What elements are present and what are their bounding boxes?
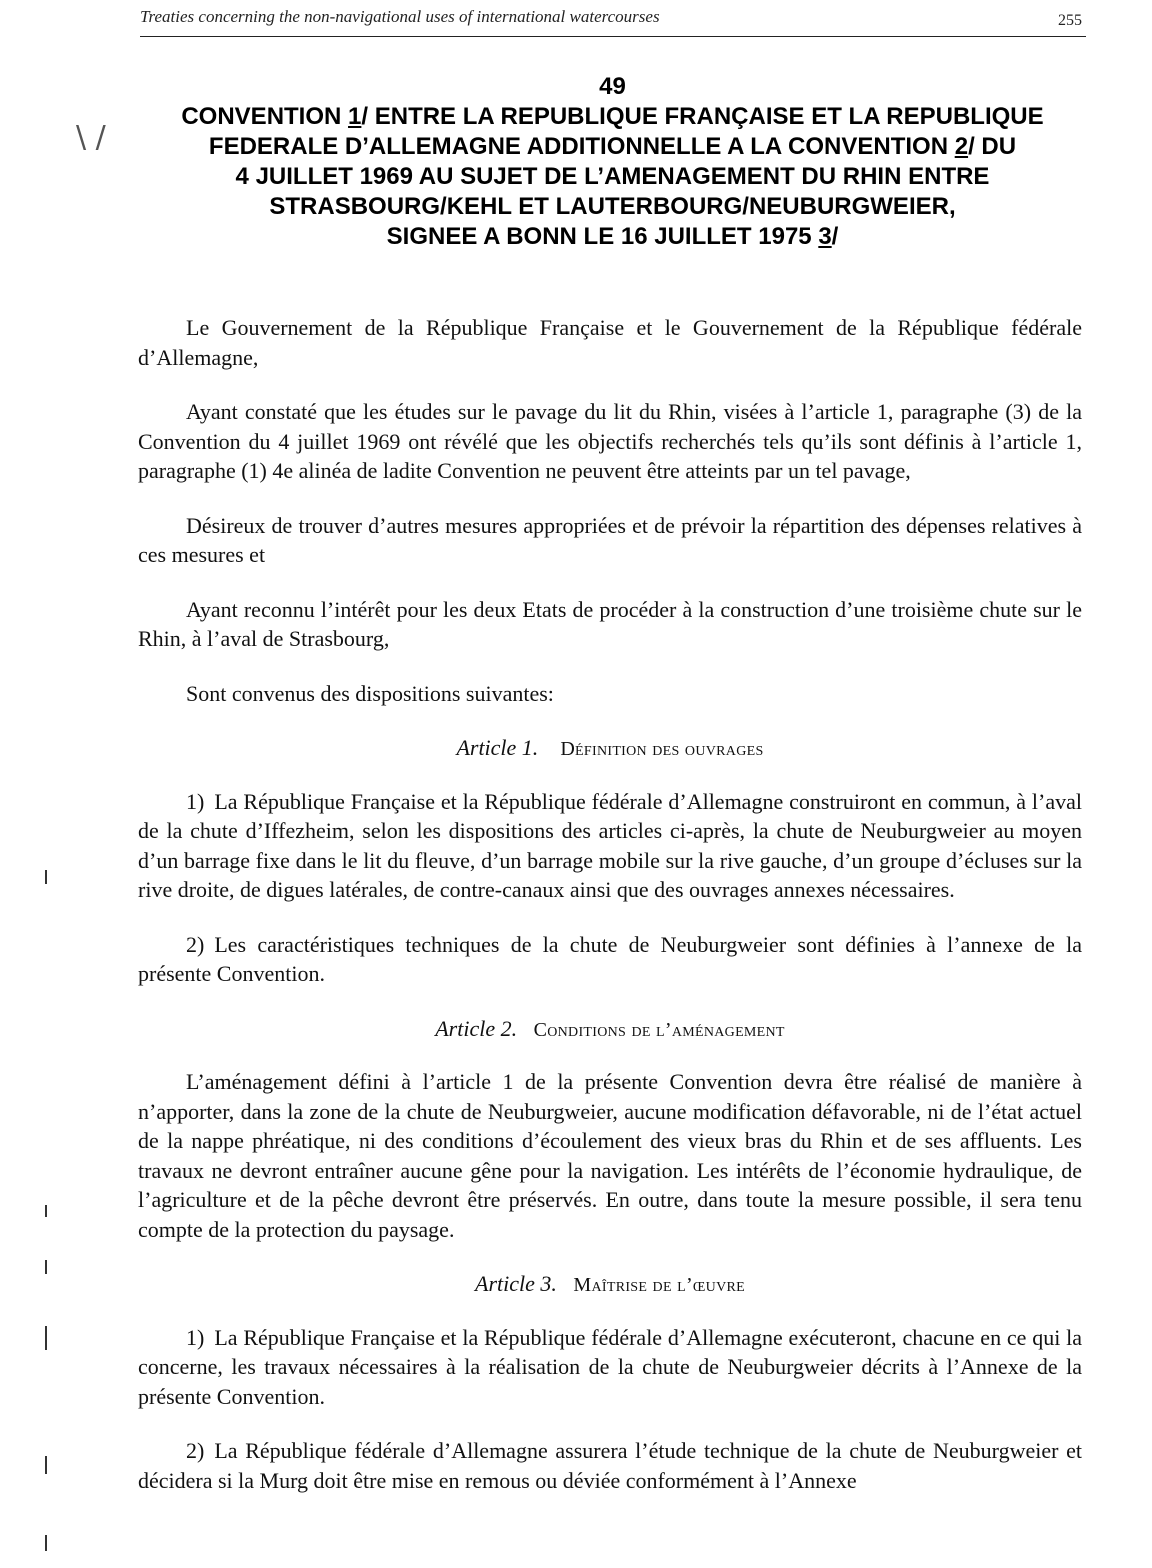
scan-speck <box>45 1456 47 1474</box>
document-number: 49 <box>599 73 626 100</box>
running-title: Treaties concerning the non-navigational uses of international watercourses <box>140 7 660 26</box>
preamble-paragraph: Sont convenus des dispositions suivantes: <box>186 680 554 706</box>
scan-speck <box>45 870 47 884</box>
preamble-paragraph: Désireux de trouver d’autres mesures appropriées et de prévoir la répartition des dépenses relatives à ces mesures et <box>138 512 1082 567</box>
preamble-paragraph: Ayant reconnu l’intérêt pour les deux Etats de procéder à la construction d’une troisième chute sur le Rhin, à l’aval de Strasbourg, <box>138 596 1082 651</box>
article-1-paragraph-1: 1) La République Française et la République fédérale d’Allemagne construiront en commun, à l’aval de la chute d’Iffezheim, selon les dispositions des articles ci-après, la chute de Neuburgweier au moyen d’un barrage fixe dans le lit du fleuve, d’un barrage mobile sur la rive gauche, d’un groupe d’écluses sur la rive droite, de digues latérales, de contre-canaux ainsi que des ouvrages annexes nécessaires. <box>138 788 1082 902</box>
footnote-ref-2[interactable]: 2 <box>954 133 969 160</box>
heading-line-5: SIGNEE A BONN LE 16 JUILLET 1975 3/ <box>386 223 839 250</box>
heading-line-1: CONVENTION 1/ ENTRE LA REPUBLIQUE FRANÇAISE ET LA REPUBLIQUE <box>181 103 1044 130</box>
heading-line-2: FEDERALE D’ALLEMAGNE ADDITIONNELLE A LA CONVENTION 2/ DU <box>208 133 1017 160</box>
scan-speck <box>45 1205 47 1217</box>
scan-artifact-mark: \ / <box>76 120 106 155</box>
footnote-ref-3[interactable]: 3 <box>818 223 832 250</box>
heading-line-3: 4 JUILLET 1969 AU SUJET DE L’AMENAGEMENT DU RHIN ENTRE <box>235 163 990 190</box>
heading-line-4: STRASBOURG/KEHL ET LAUTERBOURG/NEUBURGWEIER, <box>269 193 956 220</box>
scan-speck <box>45 1535 47 1551</box>
article-1-heading: Article 1. Définition des ouvrages <box>456 735 764 760</box>
article-2-heading: Article 2. Conditions de l’aménagement <box>435 1015 785 1041</box>
footnote-ref-1[interactable]: 1 <box>348 103 362 130</box>
article-1-paragraph-2: 2) Les caractéristiques techniques de la chute de Neuburgweier sont définies à l’annexe de la présente Convention. <box>138 931 1082 986</box>
scan-margin-specks <box>40 860 54 1560</box>
scan-speck <box>45 1260 47 1274</box>
running-head <box>140 4 1086 37</box>
document-heading <box>130 72 1095 252</box>
scan-speck <box>45 1326 47 1350</box>
article-2-paragraph-1: L’aménagement défini à l’article 1 de la présente Convention devra être réalisé de manière à n’apporter, dans la zone de la chute de Neuburgweier, aucune modification défavorable, ni de l’état actuel de la nappe phréatique, ni des conditions d’écoulement des vieux bras du Rhin et de ses affluents. Les travaux ne devront entraîner aucune gêne pour la navigation. Les intérêts de l’économie hydraulique, de l’agriculture et de la pêche devront être préservés. En outre, dans toute la mesure possible, il sera tenu compte de la protection du paysage. <box>138 1069 1082 1242</box>
document-body <box>138 313 1082 1520</box>
article-3-paragraph-2: 2) La République fédérale d’Allemagne assurera l’étude technique de la chute de Neuburgweier et décidera si la Murg doit être mise en remous ou déviée conformément à l’Annexe <box>138 1438 1082 1493</box>
page-number: 255 <box>1058 12 1082 29</box>
preamble-paragraph: Le Gouvernement de la République Française et le Gouvernement de la République fédérale d’Allemagne, <box>138 315 1082 370</box>
article-3-heading: Article 3. Maîtrise de l’œuvre <box>475 1271 745 1296</box>
preamble-paragraph: Ayant constaté que les études sur le pavage du lit du Rhin, visées à l’article 1, paragraphe (3) de la Convention du 4 juillet 1969 ont révélé que les objectifs recherchés tels qu’ils sont définis à l’article 1, paragraphe (1) 4e alinéa de ladite Convention ne peuvent être atteints par un tel pavage, <box>138 399 1082 483</box>
article-3-paragraph-1: 1) La République Française et la République fédérale d’Allemagne exécuteront, chacune en ce qui la concerne, les travaux nécessaires à la réalisation de la chute de Neuburgweier décrits à l’Annexe de la présente Convention. <box>138 1324 1082 1409</box>
